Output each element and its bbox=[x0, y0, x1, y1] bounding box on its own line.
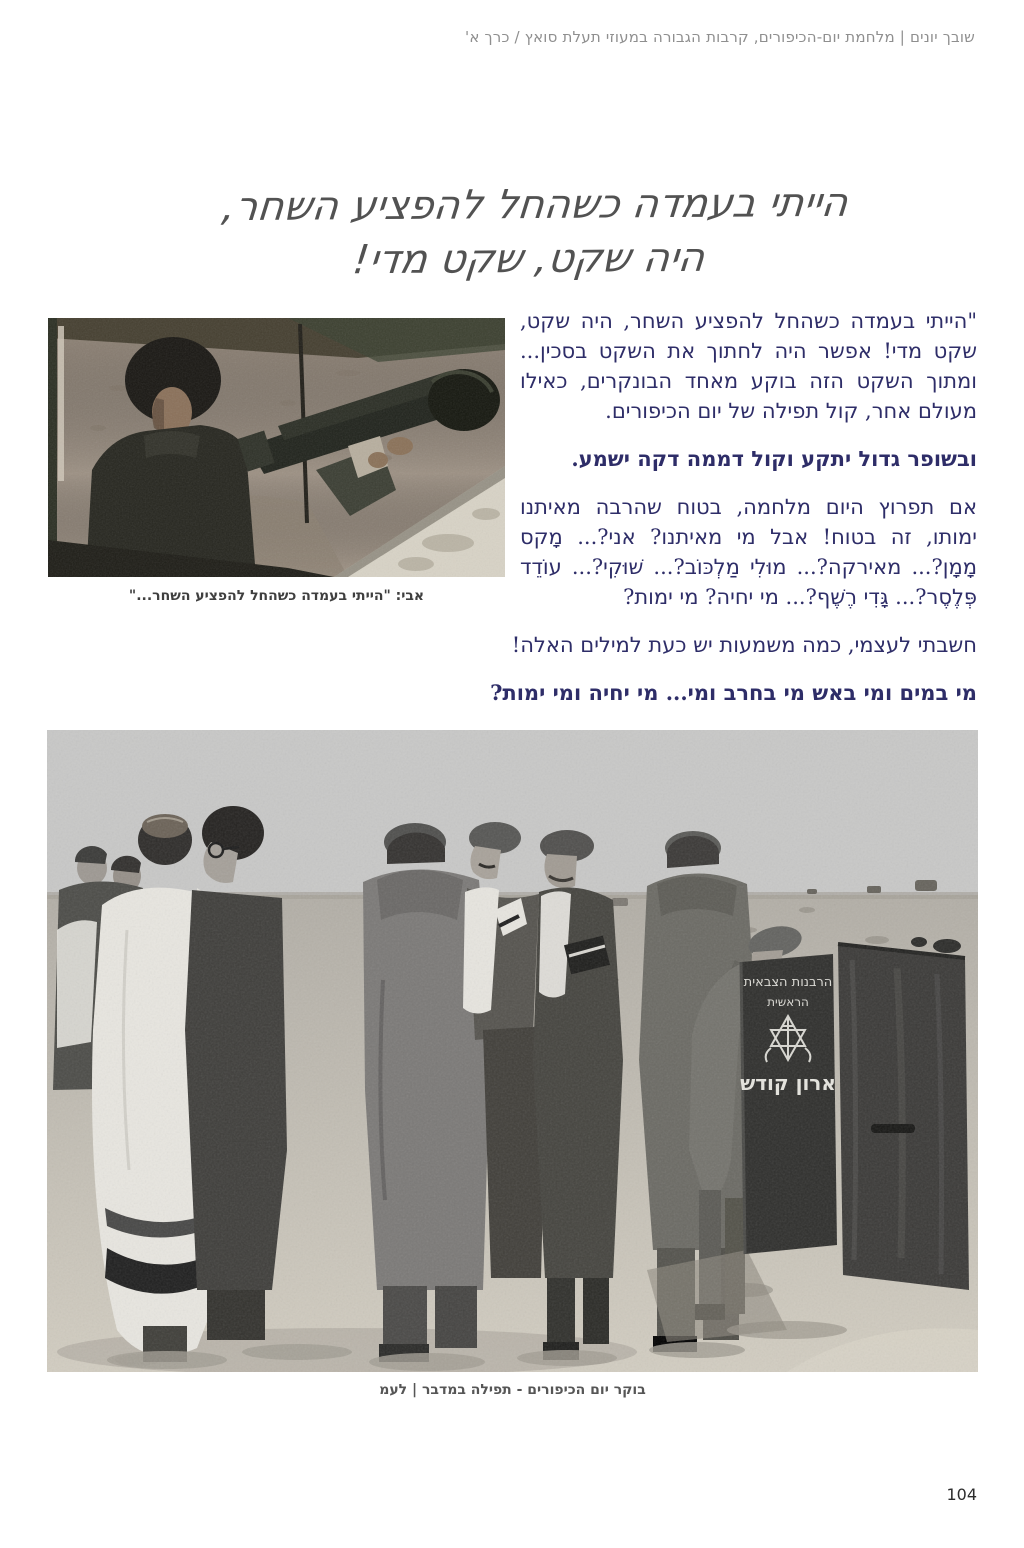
photo-soldier-periscope bbox=[48, 318, 505, 577]
bold-verse-1: ובשופר גדול יתקע וקול דממה דקה ישמע. bbox=[571, 446, 977, 471]
article-body bbox=[490, 306, 977, 726]
paragraph-1: "הייתי בעמדה כשהחל להפציע השחר, היה שקט, שקט מדי! אפשר היה לחתוך את השקט בסכין... ומתוך השקט הזה בוקע מאחד הבונקרים, כאילו מעולם אחר, קול תפילה של יום הכיפורים. bbox=[520, 309, 977, 423]
photo-soldier-periscope-art bbox=[48, 318, 505, 577]
handwritten-quote bbox=[84, 175, 980, 289]
handwritten-quote-line2: היה שקט, שקט מדי! bbox=[350, 234, 708, 284]
paragraph-3: חשבתי לעצמי, כמה משמעות יש כעת למילים האלה! bbox=[511, 633, 977, 657]
page-number: 104 bbox=[946, 1485, 977, 1504]
photo-desert-prayer bbox=[47, 730, 978, 1372]
handwritten-quote-line1: הייתי בעמדה כשהחל להפציע השחר, bbox=[219, 179, 851, 231]
photo-top-caption: אבי: "הייתי בעמדה כשהחל להפציע השחר..." bbox=[128, 588, 425, 604]
running-header: שובך יונים | מלחמת יום-הכיפורים, קרבות הגבורה במעוזי תעלת סואץ / כרך א' bbox=[465, 28, 975, 46]
bold-verse-2: מי במים ומי באש מי בחרב ומי... מי יחיה ומי ימות? bbox=[490, 680, 977, 705]
photo-desert-prayer-art bbox=[47, 730, 978, 1372]
paragraph-2: אם תפרוץ היום מלחמה, בטוח שהרבה מאיתנו ימותו, זה בטוח! אבל מי מאיתנו? אני?... מָקס מָמָן?... מאירקה?... מוּלִי מַלְכּוֹב?... שׁוּקִי?... עוֹדֵד פְּלֶסֶר?... גָּדִי רֶשֶׁף?... מי יחיה? מי ימות? bbox=[520, 495, 977, 609]
photo-bottom-caption: בוקר יום הכיפורים - תפילה במדבר | לעמ bbox=[379, 1382, 646, 1398]
